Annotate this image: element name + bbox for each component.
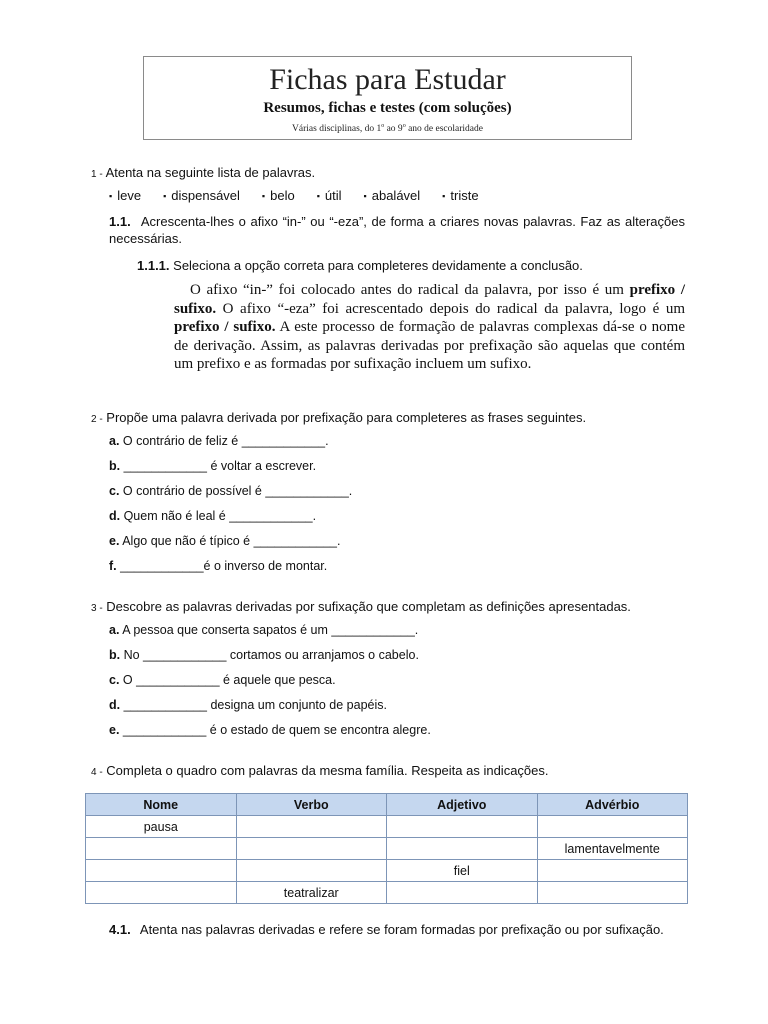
table-cell: pausa	[86, 816, 237, 838]
header-title: Fichas para Estudar	[269, 63, 506, 96]
exercise-item[interactable]	[109, 434, 329, 448]
exercise-item[interactable]	[109, 509, 316, 523]
table-cell: teatralizar	[236, 882, 387, 904]
exercise-item[interactable]	[109, 623, 418, 637]
exercise-item-label: b.	[109, 459, 121, 473]
question-3-number: 3 -	[91, 603, 103, 614]
question-3-text: Descobre as palavras derivadas por sufixação que completam as definições apresentadas.	[102, 599, 631, 614]
exercise-item[interactable]	[109, 723, 431, 737]
word-list-item	[364, 188, 421, 203]
word-list-label: abalável	[371, 188, 421, 203]
table-cell: lamentavelmente	[537, 838, 688, 860]
table-cell[interactable]	[387, 838, 538, 860]
exercise-item-label: c.	[109, 673, 120, 687]
table-row	[86, 882, 688, 904]
question-1-1-1-text: Seleciona a opção correta para completeres devidamente a conclusão.	[169, 258, 583, 273]
exercise-item[interactable]	[109, 459, 316, 473]
question-4-1-number: 4.1.	[109, 922, 131, 937]
question-1-1	[109, 213, 685, 247]
bullet-icon: ▪	[442, 191, 446, 201]
word-list-label: útil	[324, 188, 342, 203]
exercise-item-label: c.	[109, 484, 120, 498]
word-list-item	[163, 188, 240, 203]
bullet-icon: ▪	[363, 191, 367, 201]
exercise-item-text: ____________é o inverso de montar.	[116, 559, 328, 573]
table-cell[interactable]	[387, 816, 538, 838]
table-cell[interactable]	[86, 838, 237, 860]
word-family-table	[85, 793, 688, 904]
exercise-item-text: A pessoa que conserta sapatos é um ____________.	[119, 623, 419, 637]
exercise-item-label: f.	[109, 559, 117, 573]
bullet-icon: ▪	[109, 191, 113, 201]
header-subtitle: Resumos, fichas e testes (com soluções)	[263, 100, 512, 116]
question-4-text: Completa o quadro com palavras da mesma família. Respeita as indicações.	[102, 763, 549, 778]
question-1-1-1-number: 1.1.1.	[137, 258, 170, 273]
table-header-cell: Nome	[86, 794, 237, 816]
table-row	[86, 860, 688, 882]
table-cell[interactable]	[537, 860, 688, 882]
exercise-item-text: ____________ designa um conjunto de papéis.	[120, 698, 387, 712]
word-list-item	[317, 188, 342, 203]
exercise-item[interactable]	[109, 559, 327, 573]
word-list	[109, 188, 501, 203]
exercise-item-text: ____________ é o estado de quem se encontra alegre.	[119, 723, 431, 737]
question-2	[91, 409, 586, 428]
word-list-item	[109, 188, 141, 203]
table-cell[interactable]	[236, 838, 387, 860]
table-cell[interactable]	[236, 860, 387, 882]
word-list-label: belo	[270, 188, 295, 203]
header-box	[143, 56, 632, 140]
question-1	[91, 164, 315, 183]
question-1-text: Atenta na seguinte lista de palavras.	[102, 165, 316, 180]
word-list-label: dispensável	[171, 188, 240, 203]
question-4-number: 4 -	[91, 767, 103, 778]
table-header-row	[86, 794, 688, 816]
question-4-1	[109, 921, 685, 938]
question-1-1-number: 1.1.	[109, 214, 131, 229]
table-header-cell: Verbo	[236, 794, 387, 816]
table-cell[interactable]	[537, 816, 688, 838]
option-prefixo-sufixo-2[interactable]: prefixo / sufixo.	[174, 319, 276, 335]
table-cell[interactable]	[86, 882, 237, 904]
header-grades: Várias disciplinas, do 1$^o$ ao 9$^o$ ano de escolaridade	[292, 123, 483, 135]
question-2-text: Propõe uma palavra derivada por prefixação para completeres as frases seguintes.	[102, 410, 587, 425]
question-1-1-text: Acrescenta-lhes o afixo “in-” ou “-eza”, de forma a criares novas palavras. Faz as alterações necessárias.	[109, 214, 685, 246]
table-cell[interactable]	[387, 882, 538, 904]
exercise-item[interactable]	[109, 698, 387, 712]
exercise-item-label: e.	[109, 534, 120, 548]
exercise-item[interactable]	[109, 648, 419, 662]
option-prefixo-sufixo-1[interactable]: prefixo / sufixo.	[174, 282, 686, 317]
table-row	[86, 838, 688, 860]
word-list-item	[262, 188, 295, 203]
table-header-cell: Advérbio	[537, 794, 688, 816]
exercise-item[interactable]	[109, 484, 352, 498]
exercise-item-text: O contrário de feliz é ____________.	[119, 434, 329, 448]
question-3	[91, 598, 631, 617]
table-cell: fiel	[387, 860, 538, 882]
conclusion-paragraph: O afixo “in-” foi colocado antes do radical da palavra, por isso é um prefixo / sufixo. O afixo “-eza” foi acrescentado depois do radical da palavra, logo é um prefixo / sufixo. A este processo de formação de palavras complexas dá-se o nome de derivação. Assim, as palavras derivadas por prefixação são aquelas que contém um prefixo e as formadas por sufixação incluem um sufixo.	[174, 282, 686, 372]
word-list-label: triste	[450, 188, 479, 203]
bullet-icon: ▪	[316, 191, 320, 201]
exercise-item-label: d.	[109, 698, 121, 712]
bullet-icon: ▪	[163, 191, 167, 201]
exercise-item-text: O ____________ é aquele que pesca.	[119, 673, 336, 687]
exercise-item-label: e.	[109, 723, 120, 737]
question-1-1-1	[137, 257, 583, 274]
question-4-1-text: Atenta nas palavras derivadas e refere se foram formadas por prefixação ou por sufixação.	[137, 922, 664, 937]
question-1-number: 1 -	[91, 169, 103, 180]
exercise-item-label: b.	[109, 648, 121, 662]
question-4	[91, 762, 549, 781]
word-list-item	[442, 188, 478, 203]
word-list-label: leve	[117, 188, 142, 203]
exercise-item-text: O contrário de possível é ____________.	[119, 484, 353, 498]
bullet-icon: ▪	[261, 191, 266, 201]
exercise-item[interactable]	[109, 534, 340, 548]
table-cell[interactable]	[236, 816, 387, 838]
exercise-item-label: a.	[109, 623, 120, 637]
table-row	[86, 816, 688, 838]
exercise-item-label: d.	[109, 509, 121, 523]
exercise-item[interactable]	[109, 673, 336, 687]
exercise-item-text: Quem não é leal é ____________.	[120, 509, 317, 523]
table-header-cell: Adjetivo	[387, 794, 538, 816]
exercise-item-text: Algo que não é típico é ____________.	[119, 534, 341, 548]
table-cell[interactable]	[86, 860, 237, 882]
exercise-item-label: a.	[109, 434, 120, 448]
table-cell[interactable]	[537, 882, 688, 904]
exercise-item-text: No ____________ cortamos ou arranjamos o cabelo.	[120, 648, 419, 662]
exercise-item-text: ____________ é voltar a escrever.	[120, 459, 317, 473]
question-2-number: 2 -	[91, 414, 103, 425]
